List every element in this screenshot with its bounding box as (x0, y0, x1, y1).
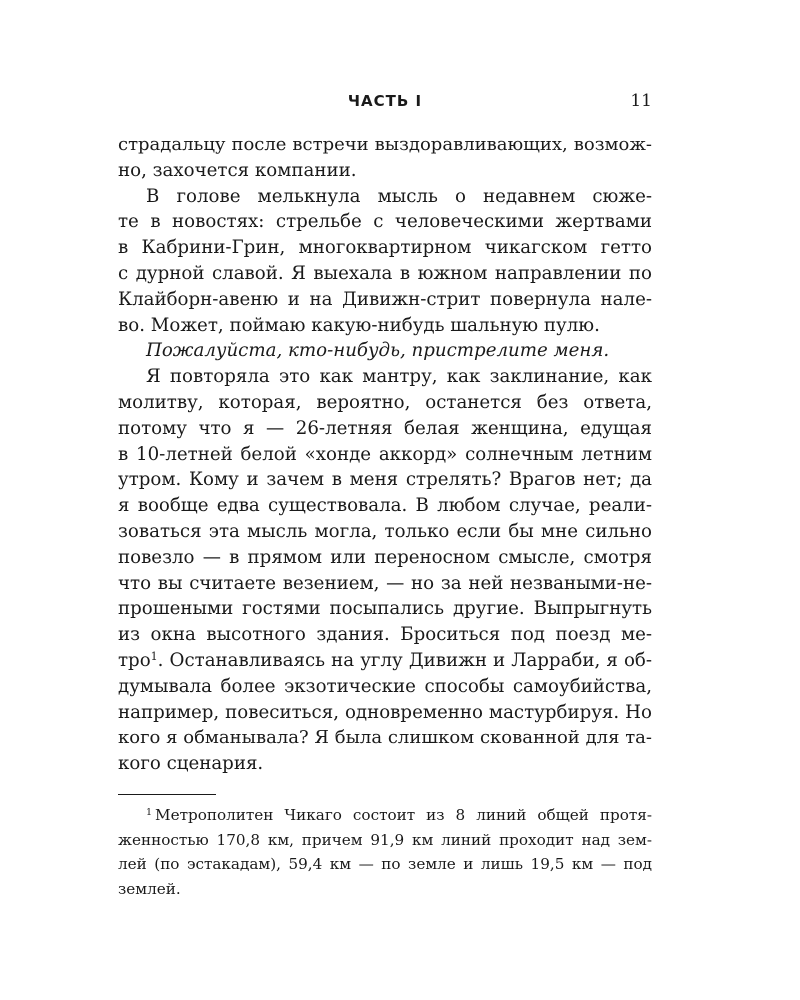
text-line: например, повеситься, одновременно мастурбируя. Но (118, 701, 652, 723)
text-line: прошеными гостями посыпались другие. Выпрыгнуть (118, 598, 652, 620)
text-line: зоваться эта мысль могла, только если бы мне сильно (118, 520, 652, 542)
text-line: В голове мелькнула мысль о недавнем сюже- (146, 185, 652, 207)
text-line: во. Может, поймаю какую-нибудь шальную пулю. (118, 314, 600, 336)
footnote-line: землей. (118, 879, 181, 898)
text-line-with-note (118, 648, 652, 674)
page-number: 11 (630, 91, 652, 111)
text-line: страдальцу после встречи выздоравливающих, возмож- (118, 134, 652, 155)
text-line: Я повторяла это как мантру, как заклинание, как (146, 366, 652, 388)
text-line: кого сценария. (118, 753, 264, 775)
footnote-line: лей (по эстакадам), 59,4 км — по земле и лишь 19,5 км — под (118, 855, 652, 874)
running-head (118, 90, 652, 114)
text-line: думывала более экзотические способы самоубийства, (118, 675, 652, 697)
text-line: с дурной славой. Я выехала в южном направлении по (118, 262, 652, 284)
footnote-mark: 1 (146, 807, 153, 818)
text-line: те в новостях: стрельбе с человеческими жертвами (118, 211, 652, 233)
footnote-line (118, 803, 652, 828)
text-fragment: . Останавливаясь на углу Дивижн и Ларраби, я об- (157, 649, 652, 671)
text-line: в Кабрини-Грин, многоквартирном чикагском гетто (118, 237, 652, 259)
text-line: утром. Кому и зачем в меня стрелять? Врагов нет; да (118, 469, 652, 491)
footnote-text: Метрополитен Чикаго состоит из 8 линий общей протя- (155, 806, 652, 824)
text-line: но, захочется компании. (118, 159, 357, 181)
text-line: потому что я — 26-летняя белая женщина, едущая (118, 417, 652, 439)
text-line: я вообще едва существовала. В любом случае, реали- (118, 495, 652, 517)
body-text (118, 132, 652, 777)
text-line: в 10-летней белой «хонде аккорд» солнечным летним (118, 443, 652, 465)
footnote (118, 803, 652, 901)
footnote-divider (118, 794, 216, 795)
text-line: что вы считаете везением, — но за ней незваными-не- (118, 572, 652, 594)
text-fragment: тро (118, 649, 151, 671)
footnote-reference-mark: 1 (150, 649, 158, 663)
text-line: молитву, которая, вероятно, останется без ответа, (118, 391, 652, 413)
italic-text-line: Пожалуйста, кто-нибудь, пристрелите меня. (146, 340, 610, 362)
footnote-line: женностью 170,8 км, причем 91,9 км линий проходит над зем- (118, 830, 652, 849)
text-line: повезло — в прямом или переносном смысле, смотря (118, 546, 652, 568)
text-line: Клайборн-авеню и на Дивижн-стрит повернула нале- (118, 288, 652, 310)
text-line: из окна высотного здания. Броситься под поезд ме- (118, 624, 652, 646)
text-line: кого я обманывала? Я была слишком скованной для та- (118, 727, 652, 749)
section-title: ЧАСТЬ I (347, 92, 423, 110)
